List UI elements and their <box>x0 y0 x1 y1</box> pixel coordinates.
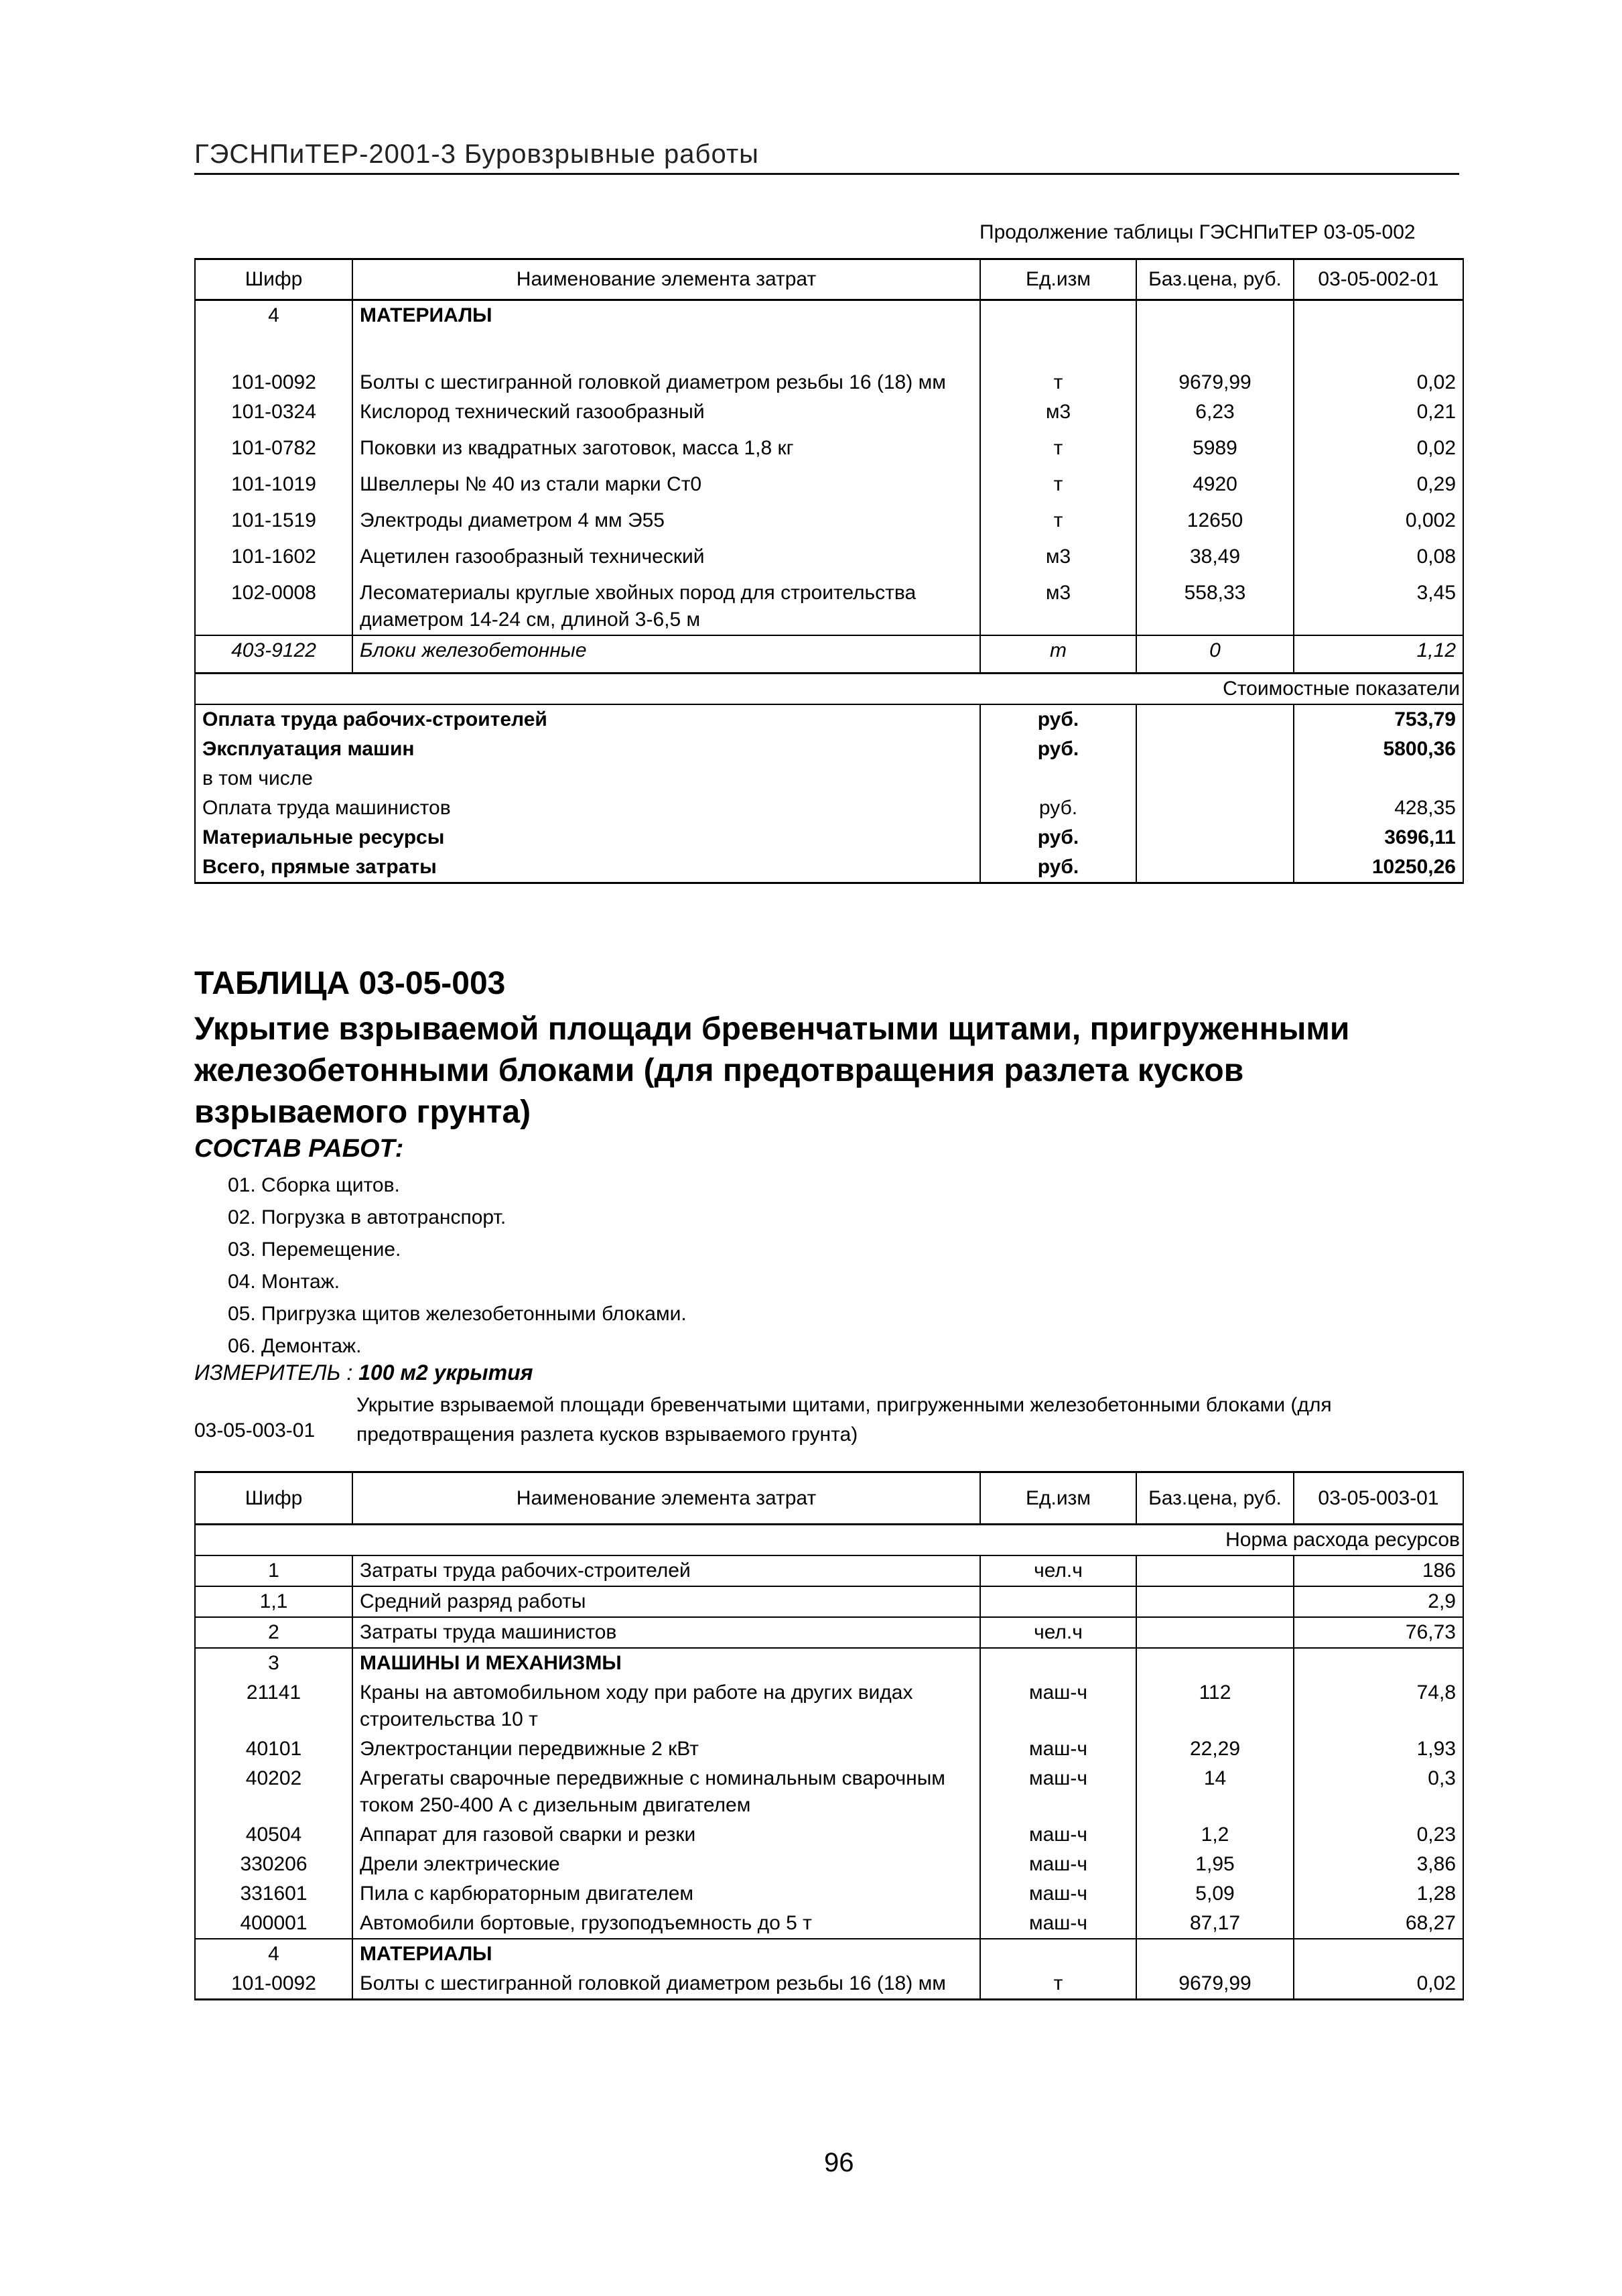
col-code: Шифр <box>195 259 352 300</box>
col-name: Наименование элемента затрат <box>352 259 980 300</box>
col-name: Наименование элемента затрат <box>352 1472 980 1525</box>
table-subtitle: Укрытие взрываемой площади бревенчатыми щитами, пригруженными железобетонными блоками (для предотвращения разлета кусков взрываемого грунта) <box>194 1011 1350 1130</box>
work-item: 04. Монтаж. <box>228 1271 340 1293</box>
table-continuation-label: Продолжение таблицы ГЭСНПиТЕР 03-05-002 <box>979 221 1416 243</box>
header-rule <box>194 173 1459 175</box>
section-number: 3 <box>195 1648 352 1678</box>
table-row: 330206 Дрели электрические маш-ч 1,95 3,86 <box>195 1850 1463 1879</box>
cost-row: Оплата труда машинистов руб. 428,35 <box>195 793 1463 823</box>
table-row: 101-0092 Болты с шестигранной головкой диаметром резьбы 16 (18) мм т 9679,99 0,02 <box>195 1969 1463 2000</box>
work-item: 01. Сборка щитов. <box>228 1174 400 1196</box>
page-number: 96 <box>824 2148 854 2177</box>
table-row: 40504 Аппарат для газовой сварки и резки маш-ч 1,2 0,23 <box>195 1820 1463 1850</box>
cost-row: Эксплуатация машин руб. 5800,36 <box>195 735 1463 764</box>
table-row: 101-1019 Швеллеры № 40 из стали марки Ст0 т 4920 0,29 <box>195 470 1463 506</box>
table-header-row <box>195 1472 1463 1525</box>
col-unit: Ед.изм <box>980 1472 1136 1525</box>
col-norm: 03-05-002-01 <box>1294 259 1463 300</box>
cost-header-row <box>195 673 1463 704</box>
section-row <box>195 300 1463 331</box>
table-row: 21141 Краны на автомобильном ходу при работе на других видах строительства 10 т маш-ч 112 74,8 <box>195 1678 1463 1734</box>
position-name: Укрытие взрываемой площади бревенчатыми щитами, пригруженными железобетонными блоками (для предотвращения разлета кусков взрываемого грунта) <box>356 1394 1332 1446</box>
resources-table-2 <box>194 1471 1464 2000</box>
table-row: 1,1 Средний разряд работы 2,9 <box>195 1586 1463 1617</box>
cost-row: Оплата труда рабочих-строителей руб. 753,79 <box>195 704 1463 735</box>
table-row: 400001 Автомобили бортовые, грузоподъемность до 5 т маш-ч 87,17 68,27 <box>195 1909 1463 1939</box>
cost-row: в том числе <box>195 764 1463 793</box>
col-unit: Ед.изм <box>980 259 1136 300</box>
cost-row: Материальные ресурсы руб. 3696,11 <box>195 823 1463 852</box>
work-item: 03. Перемещение. <box>228 1238 401 1261</box>
col-price: Баз.цена, руб. <box>1136 1472 1294 1525</box>
section-number: 4 <box>195 300 352 331</box>
section-name: МАТЕРИАЛЫ <box>352 1939 980 1969</box>
table-row: 101-0092 Болты с шестигранной головкой диаметром резьбы 16 (18) мм т 9679,99 0,02 <box>195 368 1463 397</box>
col-code: Шифр <box>195 1472 352 1525</box>
work-item: 02. Погрузка в автотранспорт. <box>228 1206 506 1228</box>
table-row: 101-1602 Ацетилен газообразный технический м3 38,49 0,08 <box>195 542 1463 578</box>
work-item: 05. Пригрузка щитов железобетонными блоками. <box>228 1303 687 1325</box>
section-name: МАШИНЫ И МЕХАНИЗМЫ <box>352 1648 980 1678</box>
table-row: 2 Затраты труда машинистов чел.ч 76,73 <box>195 1617 1463 1648</box>
running-header: ГЭСНПиТЕР-2001-3 Буровзрывные работы <box>194 139 759 169</box>
meter-line <box>194 1360 533 1385</box>
section-number: 4 <box>195 1939 352 1969</box>
table-row: 331601 Пила с карбюраторным двигателем маш-ч 5,09 1,28 <box>195 1879 1463 1909</box>
col-norm: 03-05-003-01 <box>1294 1472 1463 1525</box>
norm-header: Норма расхода ресурсов <box>195 1525 1463 1556</box>
table-title: ТАБЛИЦА 03-05-003 <box>194 966 506 1001</box>
norm-header-row <box>195 1525 1463 1556</box>
cost-header: Стоимостные показатели <box>195 673 1463 704</box>
table-row: 101-1519 Электроды диаметром 4 мм Э55 т 12650 0,002 <box>195 506 1463 542</box>
table-row: 403-9122 Блоки железобетонные т 0 1,12 <box>195 635 1463 673</box>
meter-label: ИЗМЕРИТЕЛЬ : <box>194 1360 353 1385</box>
table-row: 102-0008 Лесоматериалы круглые хвойных пород для строительства диаметром 14-24 см, длиной 3-6,5 м м3 558,33 3,45 <box>195 578 1463 635</box>
composition-label: СОСТАВ РАБОТ: <box>194 1135 404 1163</box>
meter-value: 100 м2 укрытия <box>358 1360 533 1385</box>
col-price: Баз.цена, руб. <box>1136 259 1294 300</box>
table-row <box>195 330 1463 368</box>
work-item: 06. Демонтаж. <box>228 1335 362 1357</box>
works-list <box>228 1169 687 1362</box>
table-row: 40101 Электростанции передвижные 2 кВт маш-ч 22,29 1,93 <box>195 1734 1463 1764</box>
table-row: 1 Затраты труда рабочих-строителей чел.ч 186 <box>195 1555 1463 1586</box>
section-name: МАТЕРИАЛЫ <box>352 300 980 331</box>
materials-table-1 <box>194 258 1464 884</box>
section-row <box>195 1648 1463 1678</box>
cost-row: Всего, прямые затраты руб. 10250,26 <box>195 852 1463 883</box>
position-code: 03-05-003-01 <box>194 1419 316 1442</box>
table-row: 101-0324 Кислород технический газообразный м3 6,23 0,21 <box>195 397 1463 434</box>
section-row <box>195 1939 1463 1969</box>
table-row: 101-0782 Поковки из квадратных заготовок, масса 1,8 кг т 5989 0,02 <box>195 434 1463 470</box>
table-header-row <box>195 259 1463 300</box>
table-row: 40202 Агрегаты сварочные передвижные с номинальным сварочным током 250-400 А с дизельным двигателем маш-ч 14 0,3 <box>195 1764 1463 1820</box>
